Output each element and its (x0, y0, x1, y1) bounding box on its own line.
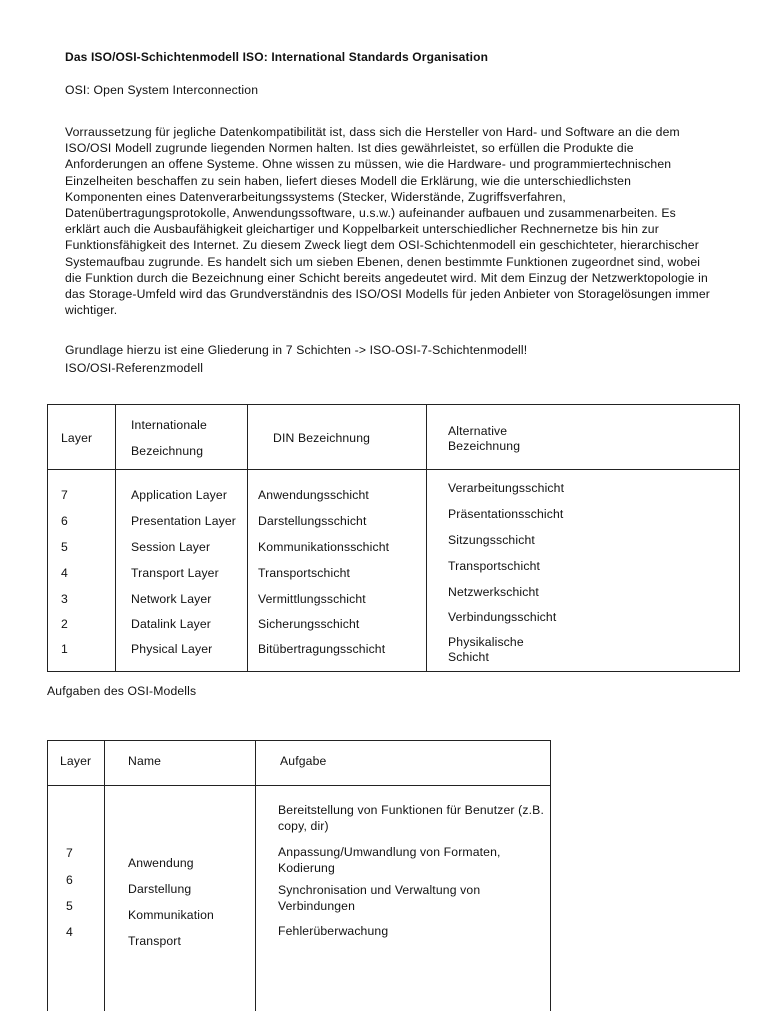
layer-alternative: Sitzungsschicht (448, 533, 535, 547)
osi-reference-table (47, 404, 740, 672)
header-din: DIN Bezeichnung (273, 431, 371, 445)
layer-alternative: Netzwerkschicht (448, 585, 539, 599)
layer-alternative: Schicht (448, 650, 490, 664)
layer-international: Session Layer (131, 540, 211, 554)
layer-din: Bitübertragungsschicht (258, 642, 386, 656)
layer-number: 3 (61, 592, 68, 606)
layer-name: Darstellung (128, 882, 192, 896)
intro-line: erklärt auch die Ausbaufähigkeit gleichartiger und Koppelbarkeit unterschiedlicher Rechnernetze bis hin zur (65, 222, 659, 237)
aufgaben-table (47, 740, 551, 1011)
column-divider (255, 741, 256, 1011)
intro-line: Komponenten eines Datenverarbeitungssystems (Stecker, Widerstände, Zugriffsverfahren, (65, 189, 566, 204)
intro-line: Anforderungen an offene Systeme. Ohne wissen zu müssen, wie die Hardware- und programmiertechnischen (65, 157, 672, 172)
layer-din: Transportschicht (258, 566, 351, 580)
layer-number: 7 (66, 846, 73, 860)
intro-line: Einzelheiten beschaffen zu sein haben, liefert dieses Modell die Erklärung, wie die unterschiedlichsten (65, 173, 632, 188)
grundlage-text: Grundlage hierzu ist eine Gliederung in 7 Schichten -> ISO-OSI-7-Schichtenmodell! (65, 343, 528, 357)
header-divider (48, 469, 739, 470)
aufgabe-text: Fehlerüberwachung (278, 924, 389, 938)
aufgabe-text: Bereitstellung von Funktionen für Benutzer (z.B. (278, 803, 544, 817)
header-aufgabe: Aufgabe (280, 754, 327, 768)
column-divider (115, 405, 116, 671)
header-name: Name (128, 754, 162, 768)
layer-number: 7 (61, 488, 68, 502)
layer-international: Presentation Layer (131, 514, 237, 528)
layer-number: 1 (61, 642, 68, 656)
layer-alternative: Präsentationsschicht (448, 507, 564, 521)
layer-din: Kommunikationsschicht (258, 540, 390, 554)
layer-international: Transport Layer (131, 566, 219, 580)
header-international: Bezeichnung (131, 444, 204, 458)
header-layer: Layer (61, 431, 93, 445)
layer-alternative: Verbindungsschicht (448, 610, 557, 624)
intro-line: Datenübertragungsprotokolle, Anwendungssoftware, u.s.w.) aufeinander aufbauen und zusammenarbeiten. Es (65, 206, 676, 221)
layer-number: 2 (61, 617, 68, 631)
header-divider (48, 785, 550, 786)
aufgabe-text: Synchronisation und Verwaltung von (278, 883, 481, 897)
header-alternative: Alternative (448, 424, 508, 438)
intro-line: ISO/OSI Modell zugrunde liegenden Normen halten. Ist dies gewährleistet, so erfüllen die Produkte die (65, 141, 634, 156)
osi-definition: OSI: Open System Interconnection (65, 83, 259, 97)
intro-line: wichtiger. (65, 303, 118, 318)
layer-international: Application Layer (131, 488, 228, 502)
layer-alternative: Verarbeitungsschicht (448, 481, 565, 495)
layer-number: 4 (61, 566, 68, 580)
column-divider (426, 405, 427, 671)
layer-number: 6 (61, 514, 68, 528)
layer-din: Anwendungsschicht (258, 488, 369, 502)
layer-name: Anwendung (128, 856, 194, 870)
layer-number: 5 (61, 540, 68, 554)
aufgabe-text: Verbindungen (278, 899, 356, 913)
intro-line: Vorraussetzung für jegliche Datenkompatibilität ist, dass sich die Hersteller von Hard- und Software an die dem (65, 125, 680, 139)
layer-alternative: Physikalische (448, 635, 524, 649)
intro-line: die Funktion durch die Bezeichnung einer Schicht bereits angedeutet wird. Mit dem Einzug der Netzwerktopologie in (65, 270, 708, 285)
layer-international: Physical Layer (131, 642, 213, 656)
layer-international: Datalink Layer (131, 617, 212, 631)
layer-alternative: Transportschicht (448, 559, 541, 573)
header-alternative: Bezeichnung (448, 439, 521, 453)
aufgabe-text: copy, dir) (278, 819, 329, 833)
layer-name: Kommunikation (128, 908, 214, 922)
aufgaben-heading: Aufgaben des OSI-Modells (47, 684, 197, 698)
header-layer: Layer (60, 754, 92, 768)
aufgabe-text: Kodierung (278, 861, 335, 875)
column-divider (104, 741, 105, 1011)
layer-number: 6 (66, 873, 73, 887)
column-divider (247, 405, 248, 671)
document-title: Das ISO/OSI-Schichtenmodell ISO: International Standards Organisation (65, 50, 489, 64)
header-international: Internationale (131, 418, 207, 432)
intro-line: Systemaufbau zugrunde. Es handelt sich um sieben Ebenen, denen bestimmte Funktionen zugeordnet sind, wobei (65, 254, 701, 269)
intro-line: das Storage-Umfeld wird das Grundverständnis des ISO/OSI Modells für jeden Anbieter von Storagelösungen immer (65, 287, 710, 302)
layer-number: 4 (66, 925, 73, 939)
aufgabe-text: Anpassung/Umwandlung von Formaten, (278, 845, 501, 859)
layer-international: Network Layer (131, 592, 212, 606)
intro-line: Funktionsfähigkeit des Internet. Zu diesem Zweck liegt dem OSI-Schichtenmodell ein geschichteter, hierarchischer (65, 238, 699, 253)
layer-name: Transport (128, 934, 182, 948)
layer-din: Vermittlungsschicht (258, 592, 366, 606)
intro-paragraph (65, 124, 735, 318)
layer-din: Sicherungsschicht (258, 617, 360, 631)
referenzmodell-label: ISO/OSI-Referenzmodell (65, 361, 204, 375)
layer-din: Darstellungsschicht (258, 514, 367, 528)
layer-number: 5 (66, 899, 73, 913)
